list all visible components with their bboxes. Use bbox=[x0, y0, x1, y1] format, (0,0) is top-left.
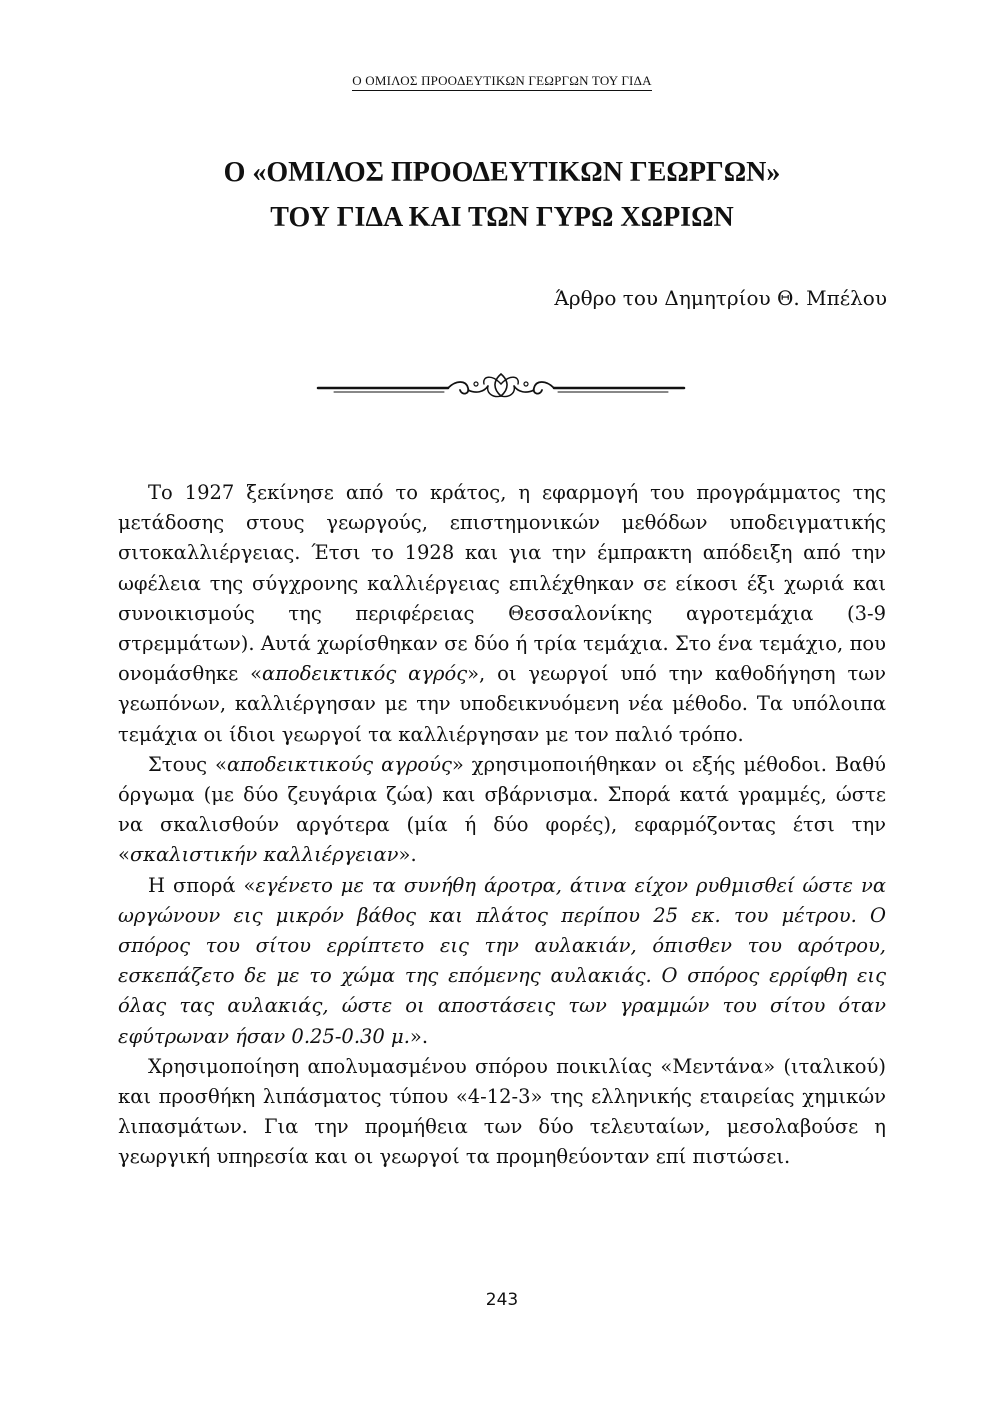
page-number: 243 bbox=[485, 1290, 519, 1310]
paragraph-1: Το 1927 ξεκίνησε από το κράτος, η εφαρμογή του προγράμματος της μετάδοσης στους γεωργούς, επιστημονικών μεθόδων υποδειγματικής σιτοκαλλιέργειας. Έτσι το 1928 και για την έμπρακτη απόδειξη από την ωφέλεια της σύγχρονης καλλιέργειας επιλέχθηκαν σε είκοσι έξι χωριά και συνοικισμούς της περιφέρειας Θεσσαλονίκης αγροτεμάχια (3-9 στρεμμάτων). Αυτά χωρίσθηκαν σε δύο ή τρία τεμάχια. Στο ένα τεμάχιο, που ονομάσθηκε «αποδεικτικός αγρός», οι γεωργοί υπό την καθοδήγηση των γεωπόνων, καλλιέργησαν με την υποδεικνυόμενη νέα μέθοδο. Τα υπόλοιπα τεμάχια οι ίδιοι γεωργοί τα καλλιέργησαν με τον παλιό τρόπο. bbox=[118, 481, 887, 746]
article-body bbox=[118, 478, 886, 1173]
article-title bbox=[0, 150, 1004, 240]
title-line-2: ΤΟΥ ΓΙΔΑ ΚΑΙ ΤΩΝ ΓΥΡΩ ΧΩΡΙΩΝ bbox=[270, 202, 734, 233]
running-head-text: Ο ΟΜΙΛΟΣ ΠΡΟΟΔΕΥΤΙΚΩΝ ΓΕΩΡΓΩΝ ΤΟΥ ΓΙΔΑ bbox=[352, 73, 651, 91]
paragraph-4: Χρησιμοποίηση απολυμασμένου σπόρου ποικιλίας «Μεντάνα» (ιταλικού) και προσθήκη λιπάσματος τύπου «4-12-3» της ελληνικής εταιρείας χημικών λιπασμάτων. Για την προμήθεια των δύο τελευταίων, μεσολαβούσε η γεωργική υπηρεσία και οι γεωργοί τα προμηθεύονταν επί πιστώσει. bbox=[118, 1054, 886, 1169]
title-line-1: Ο «ΟΜΙΛΟΣ ΠΡΟΟΔΕΥΤΙΚΩΝ ΓΕΩΡΓΩΝ» bbox=[223, 157, 781, 188]
paragraph-3: Η σπορά «εγένετο με τα συνήθη άροτρα, άτινα είχον ρυθμισθεί ώστε να ωργώνουν εις μικρόν βάθος και πλάτος περίπου 25 εκ. του μέτρου. Ο σπόρος του σίτου ερρίπτετο εις την αυλακιάν, όπισθεν του αρότρου, εσκεπάζετο δε με το χώμα της επόμενης αυλακιάς. Ο σπόρος ερρίφθη εις όλας τας αυλακιάς, ώστε οι αποστάσεις των γραμμών του σίτου όταν εφύτρωναν ήσαν 0.25-0.30 μ.». bbox=[118, 873, 886, 1048]
running-head bbox=[0, 70, 1004, 91]
ornamental-divider-icon bbox=[316, 368, 686, 404]
paragraph-2: Στους «αποδεικτικούς αγρούς» χρησιμοποιήθηκαν οι εξής μέθοδοι. Βαθύ όργωμα (με δύο ζευγάρια ζώα) και σβάρνισμα. Σπορά κατά γραμμές, ώστε να σκαλισθούν αργότερα (μία ή δύο φορές), εφαρμόζοντας έτσι την «σκαλιστικήν καλλιέργειαν». bbox=[118, 752, 886, 867]
article-byline: Άρθρο του Δημητρίου Θ. Μπέλου bbox=[554, 286, 887, 310]
